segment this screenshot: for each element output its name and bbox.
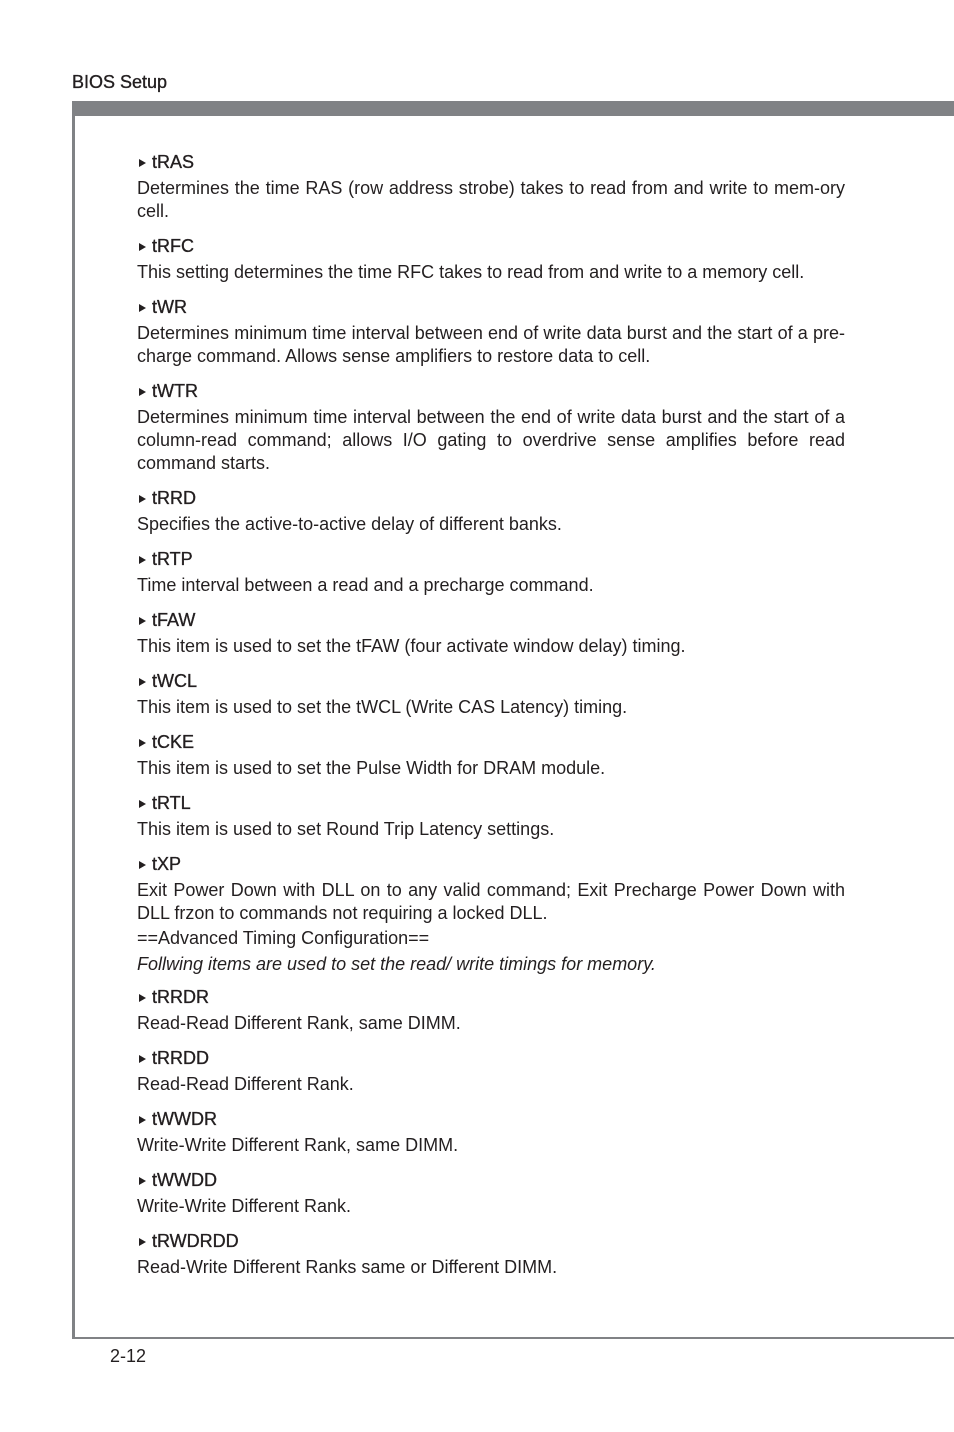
item-title bbox=[137, 609, 845, 632]
triangle-bullet-icon bbox=[139, 304, 146, 312]
item-description: This item is used to set Round Trip Latency settings. bbox=[137, 819, 555, 839]
item-title bbox=[137, 792, 845, 815]
item-trwdrdd bbox=[137, 1230, 845, 1279]
item-tcke bbox=[137, 731, 845, 780]
item-description: Write-Write Different Rank, same DIMM. bbox=[137, 1135, 459, 1155]
triangle-bullet-icon bbox=[139, 994, 146, 1002]
item-twr bbox=[137, 296, 845, 368]
item-trrdr bbox=[137, 986, 845, 1035]
item-description: This item is used to set the Pulse Width for DRAM module. bbox=[137, 758, 606, 778]
triangle-bullet-icon bbox=[139, 678, 146, 686]
triangle-bullet-icon bbox=[139, 243, 146, 251]
item-title bbox=[137, 296, 845, 319]
item-description: Determines minimum time interval between the end of write data burst and the start of a column-read command; allows I/O gating to overdrive sense amplifies before read command starts. bbox=[137, 407, 845, 473]
item-title bbox=[137, 1108, 845, 1131]
item-description: This setting determines the time RFC takes to read from and write to a memory cell. bbox=[137, 262, 805, 282]
item-description: Exit Power Down with DLL on to any valid command; Exit Precharge Power Down with DLL frzon to commands not requiring a locked DLL. bbox=[137, 880, 845, 923]
item-tras bbox=[137, 151, 845, 223]
triangle-bullet-icon bbox=[139, 1238, 146, 1246]
triangle-bullet-icon bbox=[139, 388, 146, 396]
item-trtp bbox=[137, 548, 845, 597]
triangle-bullet-icon bbox=[139, 617, 146, 625]
item-title bbox=[137, 548, 845, 571]
item-description: Read-Read Different Rank, same DIMM. bbox=[137, 1013, 461, 1033]
item-name: tXP bbox=[152, 854, 182, 874]
item-name: tFAW bbox=[152, 610, 196, 630]
item-title bbox=[137, 670, 845, 693]
triangle-bullet-icon bbox=[139, 739, 146, 747]
item-title bbox=[137, 853, 845, 876]
triangle-bullet-icon bbox=[139, 1177, 146, 1185]
item-name: tWWDD bbox=[152, 1170, 217, 1190]
item-title bbox=[137, 1047, 845, 1070]
item-name: tRRDR bbox=[152, 987, 209, 1007]
item-trfc bbox=[137, 235, 845, 284]
item-name: tRTP bbox=[152, 549, 193, 569]
item-description: This item is used to set the tWCL (Write CAS Latency) timing. bbox=[137, 697, 628, 717]
item-twwdr bbox=[137, 1108, 845, 1157]
item-title bbox=[137, 1230, 845, 1253]
item-title bbox=[137, 151, 845, 174]
item-twcl bbox=[137, 670, 845, 719]
item-trtl bbox=[137, 792, 845, 841]
item-trrd bbox=[137, 487, 845, 536]
item-trrdd bbox=[137, 1047, 845, 1096]
triangle-bullet-icon bbox=[139, 1055, 146, 1063]
item-title bbox=[137, 731, 845, 754]
item-name: tWWDR bbox=[152, 1109, 217, 1129]
frame-top-bar bbox=[72, 101, 954, 116]
section-note: Follwing items are used to set the read/ write timings for memory. bbox=[137, 954, 656, 974]
item-title bbox=[137, 235, 845, 258]
item-title bbox=[137, 986, 845, 1009]
item-twwdd bbox=[137, 1169, 845, 1218]
item-description: Determines minimum time interval between end of write data burst and the start of a pre-charge command. Allows sense amplifiers to restore data to cell. bbox=[137, 323, 845, 366]
triangle-bullet-icon bbox=[139, 495, 146, 503]
item-name: tWCL bbox=[152, 671, 197, 691]
item-name: tRWDRDD bbox=[152, 1231, 239, 1251]
triangle-bullet-icon bbox=[139, 159, 146, 167]
frame-bottom-rule bbox=[72, 1337, 954, 1339]
triangle-bullet-icon bbox=[139, 861, 146, 869]
item-title bbox=[137, 487, 845, 510]
triangle-bullet-icon bbox=[139, 556, 146, 564]
header-title: BIOS Setup bbox=[72, 72, 168, 92]
item-name: tRRD bbox=[152, 488, 196, 508]
item-name: tCKE bbox=[152, 732, 195, 752]
triangle-bullet-icon bbox=[139, 800, 146, 808]
item-twtr bbox=[137, 380, 845, 475]
frame-left-rule bbox=[72, 101, 75, 1339]
item-title bbox=[137, 1169, 845, 1192]
triangle-bullet-icon bbox=[139, 1116, 146, 1124]
item-name: tRRDD bbox=[152, 1048, 209, 1068]
section-heading: ==Advanced Timing Configuration== bbox=[137, 928, 430, 948]
item-description: Read-Read Different Rank. bbox=[137, 1074, 354, 1094]
item-description: Write-Write Different Rank. bbox=[137, 1196, 352, 1216]
item-name: tRFC bbox=[152, 236, 194, 256]
content bbox=[137, 151, 845, 1291]
item-name: tWR bbox=[152, 297, 187, 317]
item-description: Read-Write Different Ranks same or Different DIMM. bbox=[137, 1257, 558, 1277]
item-txp bbox=[137, 853, 845, 925]
item-description: Time interval between a read and a precharge command. bbox=[137, 575, 594, 595]
page-number: 2-12 bbox=[110, 1346, 147, 1366]
item-description: Determines the time RAS (row address strobe) takes to read from and write to mem-ory cell. bbox=[137, 178, 845, 221]
item-description: This item is used to set the tFAW (four activate window delay) timing. bbox=[137, 636, 686, 656]
item-tfaw bbox=[137, 609, 845, 658]
item-name: tWTR bbox=[152, 381, 198, 401]
item-title bbox=[137, 380, 845, 403]
item-description: Specifies the active-to-active delay of different banks. bbox=[137, 514, 562, 534]
item-name: tRTL bbox=[152, 793, 191, 813]
item-name: tRAS bbox=[152, 152, 195, 172]
